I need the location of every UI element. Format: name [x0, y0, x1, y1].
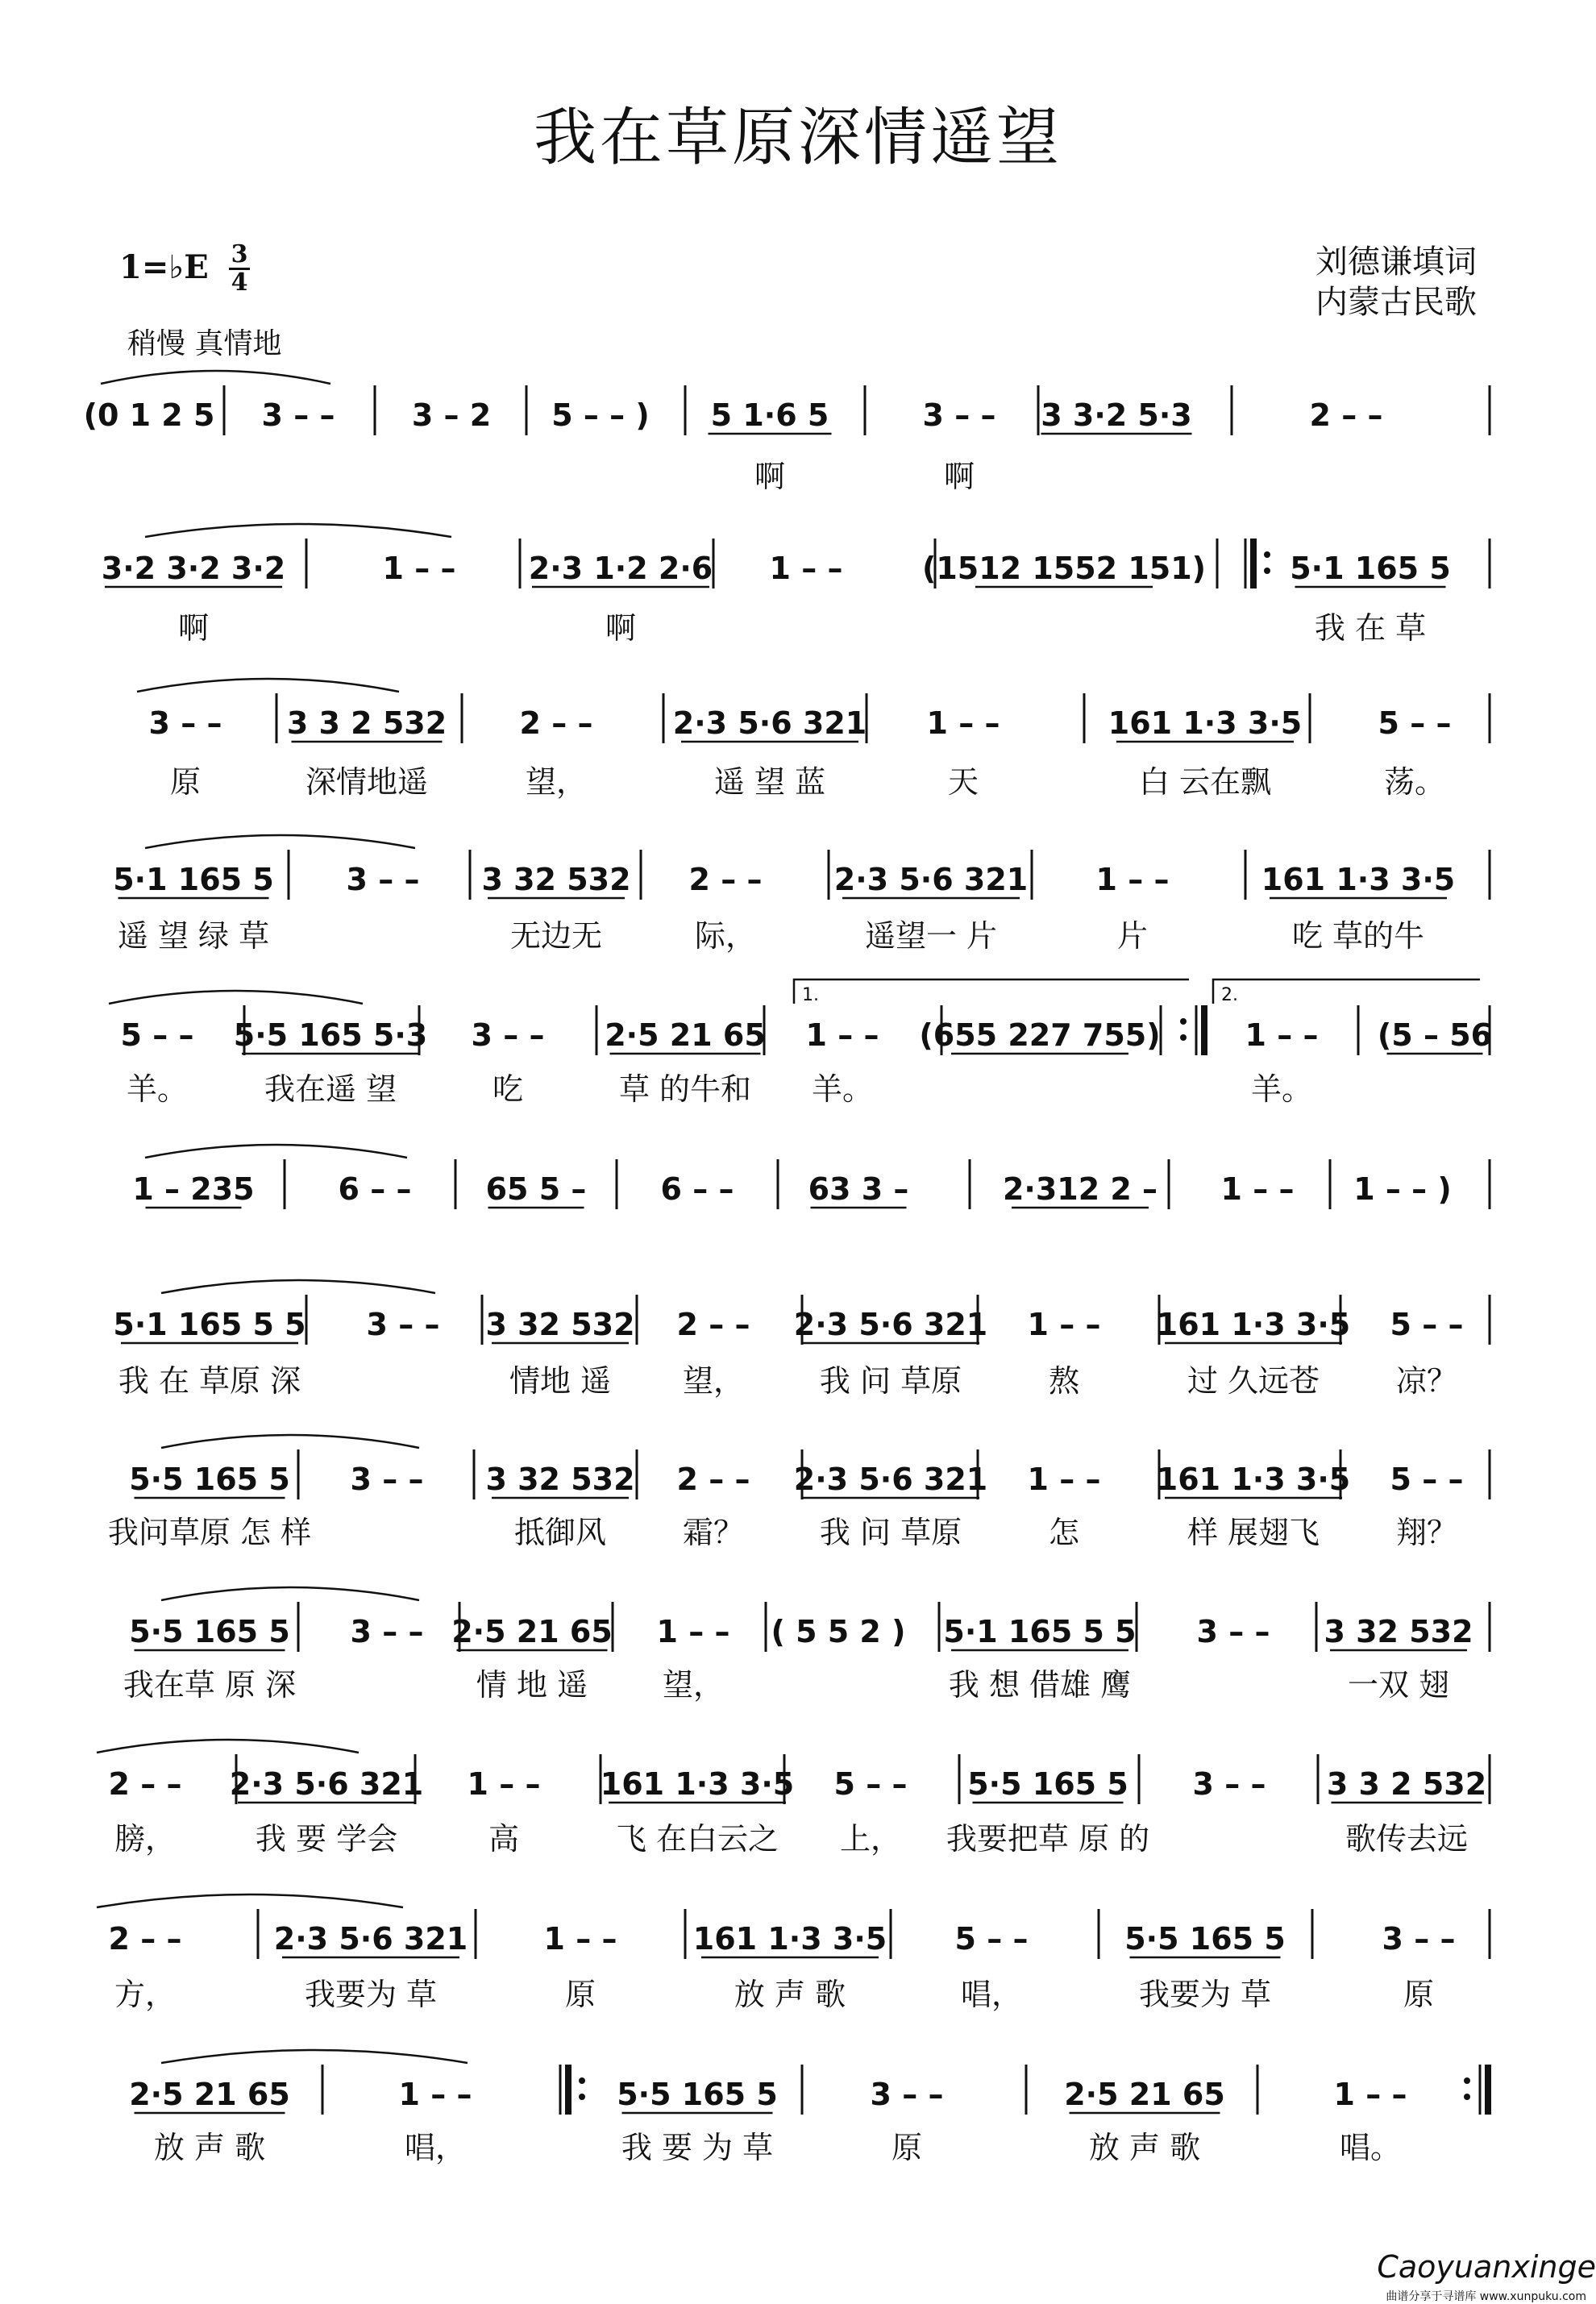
slur-arc: [161, 1587, 419, 1600]
repeat-dot: [579, 2077, 585, 2084]
lyric-text: 放 声 歌: [1088, 2130, 1201, 2165]
lyric-text: 吃 草的牛: [1291, 918, 1425, 954]
lyric-text: 情 地 遥: [476, 1667, 588, 1703]
note-group: 63 3 –: [808, 1171, 909, 1207]
volta-label-second: 2.: [1221, 985, 1238, 1005]
note-group: 3 – –: [922, 397, 996, 433]
note-group: 1 – –: [1027, 1462, 1101, 1497]
lyric-text: 我 要 为 草: [621, 2130, 774, 2165]
note-group: 6 – –: [338, 1171, 412, 1207]
note-group: 5 – – ): [551, 397, 650, 433]
repeat-dot: [579, 2094, 585, 2100]
note-group: 161 1·3 3·5: [1261, 862, 1456, 897]
note-group: 3 – –: [366, 1307, 440, 1342]
lyric-text: 膀，: [114, 1821, 177, 1857]
song-origin: 内蒙古民歌: [1315, 284, 1477, 321]
note-group: 1 – –: [769, 551, 843, 586]
note-group: 5 – –: [1378, 705, 1452, 741]
repeat-dot: [1264, 568, 1270, 574]
lyric-text: 望，: [525, 764, 588, 800]
note-group: 5 1·6 5: [710, 397, 829, 433]
note-group: 5·1 165 5 5: [943, 1614, 1137, 1649]
note-group: 3 3·2 5·3: [1041, 397, 1192, 433]
lyric-text: 我在遥 望: [264, 1071, 397, 1107]
note-group: 2·312 2 –: [1002, 1171, 1158, 1207]
note-group: 1 – –: [467, 1766, 541, 1802]
note-group: 2 – –: [108, 1766, 182, 1802]
note-group: 3 32 532: [485, 1462, 635, 1497]
lyric-text: 片: [1116, 918, 1149, 954]
lyric-text: 情地 遥: [509, 1363, 612, 1399]
lyric-text: 我 在 草: [1314, 610, 1427, 646]
lyric-text: 我要为 草: [304, 1977, 438, 2012]
note-group: 2·3 5·6 321: [229, 1766, 424, 1802]
lyric-text: 熬: [1048, 1363, 1080, 1399]
note-group: 2·5 21 65: [129, 2077, 290, 2112]
slur-arc: [145, 835, 415, 848]
lyric-text: 我在草 原 深: [123, 1667, 297, 1703]
footer-credit: 曲谱分享于寻谱库 www.xunpuku.com: [1386, 2290, 1586, 2303]
volta-bracket-first: [794, 979, 1189, 1004]
slur-arc: [161, 1280, 435, 1293]
note-group: 3 3 2 532: [286, 705, 447, 741]
note-group: 3 – –: [148, 705, 222, 741]
lyric-text: 原: [564, 1977, 596, 2012]
note-group: 1 – –: [1245, 1017, 1319, 1053]
lyric-text: 草 的牛和: [618, 1071, 752, 1107]
lyric-text: 翔？: [1395, 1515, 1458, 1550]
note-group: 3 3 2 532: [1326, 1766, 1487, 1802]
lyric-text: 我 在 草原 深: [118, 1363, 301, 1399]
lyric-text: 唱。: [1339, 2130, 1402, 2165]
key-signature: 1=♭E: [119, 248, 209, 286]
note-group: 5·5 165 5: [129, 1462, 290, 1497]
note-group: 2·3 5·6 321: [793, 1307, 988, 1342]
note-group: 3 – –: [870, 2077, 944, 2112]
lyric-text: 原: [891, 2130, 923, 2165]
slur-arc: [161, 1435, 419, 1448]
note-group: 2·3 1·2 2·6: [528, 551, 713, 586]
note-group: 3·2 3·2 3·2: [101, 551, 286, 586]
note-group: 1 – –: [656, 1614, 730, 1649]
note-group: 3 – –: [350, 1614, 424, 1649]
lyric-text: 天: [947, 764, 979, 800]
note-group: 2·3 5·6 321: [672, 705, 867, 741]
note-group: 161 1·3 3·5: [1156, 1462, 1351, 1497]
lyric-text: 样 展翅飞: [1187, 1515, 1320, 1550]
note-group: 1 – –: [382, 551, 456, 586]
note-group: 2 – –: [519, 705, 593, 741]
repeat-dot: [1464, 2094, 1470, 2100]
lyric-text: 深情地遥: [305, 764, 429, 800]
slur-arc: [161, 2050, 468, 2063]
note-group: 3 – –: [1382, 1921, 1456, 1957]
note-group: 2 – –: [688, 862, 763, 897]
lyric-text: 望，: [662, 1667, 725, 1703]
volta-bracket-second: [1213, 979, 1480, 1004]
lyric-text: 凉？: [1395, 1363, 1458, 1399]
note-group: 3 – –: [346, 862, 420, 897]
note-group: 2·5 21 65: [605, 1017, 766, 1053]
note-group: 1 – –: [398, 2077, 472, 2112]
note-group: 1 – –: [926, 705, 1000, 741]
note-group: 1 – –: [805, 1017, 879, 1053]
page-title: 我在草原深情遥望: [533, 102, 1062, 174]
time-denominator: 4: [231, 268, 248, 297]
slur-arc: [109, 991, 363, 1004]
slur-arc: [145, 524, 451, 537]
lyric-text: 方，: [114, 1977, 177, 2012]
note-group: 1 – –: [1027, 1307, 1101, 1342]
lyric-text: 原: [169, 764, 202, 800]
repeat-dot: [1180, 1018, 1187, 1025]
lyric-text: 吃: [492, 1071, 524, 1107]
note-group: 6 – –: [660, 1171, 734, 1207]
lyric-text: 我 问 草原: [819, 1515, 962, 1550]
note-group: 5 – –: [833, 1766, 908, 1802]
repeat-dot: [1264, 551, 1270, 558]
lyric-text: 遥 望 蓝: [713, 764, 826, 800]
note-group: 1 – – ): [1353, 1171, 1452, 1207]
note-group: 1 – –: [1220, 1171, 1295, 1207]
lyric-text: 过 久远苍: [1187, 1363, 1320, 1399]
note-group: 2 – –: [108, 1921, 182, 1957]
slur-arc: [145, 1145, 407, 1158]
lyric-text: 抵御风: [513, 1515, 607, 1550]
note-group: 1 – –: [1095, 862, 1170, 897]
time-numerator: 3: [231, 240, 248, 268]
note-group: 5 – –: [954, 1921, 1029, 1957]
note-group: 2·3 5·6 321: [833, 862, 1029, 897]
volta-label-first: 1.: [802, 985, 819, 1005]
lyric-text: 原: [1403, 1977, 1435, 2012]
slur-arc: [101, 371, 330, 384]
lyric-text: 高: [488, 1821, 520, 1857]
lyric-text: 我 要 学会: [255, 1821, 398, 1857]
lyric-text: 放 声 歌: [734, 1977, 846, 2012]
slur-arc: [137, 679, 399, 692]
note-group: 5·5 165 5·3: [233, 1017, 428, 1053]
note-group: 1 – 235: [132, 1171, 255, 1207]
note-group: 3 32 532: [1324, 1614, 1473, 1649]
note-group: 2·5 21 65: [451, 1614, 613, 1649]
note-group: 2·3 5·6 321: [793, 1462, 988, 1497]
note-group: 3 – –: [350, 1462, 424, 1497]
lyric-text: 无边无: [509, 918, 603, 954]
note-group: 161 1·3 3·5: [600, 1766, 795, 1802]
note-group: 161 1·3 3·5: [1156, 1307, 1351, 1342]
note-group: 161 1·3 3·5: [1108, 705, 1303, 741]
note-group: 5·5 165 5: [967, 1766, 1128, 1802]
note-group: 2 – –: [676, 1307, 750, 1342]
lyric-text: 上，: [839, 1821, 902, 1857]
lyric-text: 遥望一 片: [864, 918, 998, 954]
lyric-text: 我要把草 原 的: [946, 1821, 1150, 1857]
note-group: 3 – 2: [411, 397, 492, 433]
lyric-text: 白 云在飘: [1138, 764, 1272, 800]
note-group: 1 – –: [1333, 2077, 1407, 2112]
note-group: 3 32 532: [485, 1307, 635, 1342]
slur-arc: [97, 1894, 403, 1907]
note-group: 5·5 165 5: [1124, 1921, 1286, 1957]
note-group: 2 – –: [676, 1462, 750, 1497]
lyric-text: 际，: [694, 918, 757, 954]
lyric-text: 啊: [943, 459, 975, 494]
lyric-text: 唱，: [960, 1977, 1023, 2012]
repeat-dot: [1464, 2077, 1470, 2084]
watermark: Caoyuanxinge: [1377, 2249, 1596, 2285]
lyric-text: 我问草原 怎 样: [107, 1515, 312, 1550]
note-group: 2·5 21 65: [1064, 2077, 1225, 2112]
note-group: 3 – –: [261, 397, 335, 433]
note-group: 5 – –: [1390, 1307, 1464, 1342]
note-group: (0 1 2 5: [83, 397, 215, 433]
note-group: 65 5 –: [485, 1171, 587, 1207]
note-group: (5 – 56: [1377, 1017, 1493, 1053]
lyric-text: 望，: [682, 1363, 745, 1399]
note-group: 3 – –: [1192, 1766, 1266, 1802]
note-group: 3 32 532: [481, 862, 631, 897]
lyricist: 刘德谦填词: [1315, 243, 1477, 281]
note-group: 5·1 165 5: [113, 862, 274, 897]
tempo-marking: 稍慢 真情地: [127, 327, 282, 360]
note-group: 5·5 165 5: [617, 2077, 778, 2112]
lyric-text: 遥 望 绿 草: [117, 918, 270, 954]
lyric-text: 我要为 草: [1138, 1977, 1272, 2012]
repeat-dot: [1180, 1034, 1187, 1041]
note-group: (655 227 755): [919, 1017, 1161, 1053]
lyric-text: 飞 在白云之: [615, 1821, 779, 1857]
note-group: 1 – –: [543, 1921, 617, 1957]
note-group: (1512 1552 151): [921, 551, 1207, 586]
lyric-text: 怎: [1048, 1515, 1080, 1550]
note-group: 2 – –: [1309, 397, 1383, 433]
lyric-text: 放 声 歌: [153, 2130, 266, 2165]
lyric-text: 霜？: [682, 1515, 745, 1550]
lyric-text: 歌传去远: [1345, 1821, 1469, 1857]
lyric-text: 啊: [177, 610, 210, 646]
lyric-text: 羊。: [126, 1071, 189, 1107]
lyric-text: 一双 翅: [1347, 1667, 1450, 1703]
note-group: 161 1·3 3·5: [692, 1921, 887, 1957]
lyric-text: 唱，: [404, 2130, 467, 2165]
note-group: 5 – –: [120, 1017, 194, 1053]
lyric-text: 啊: [754, 459, 786, 494]
lyric-text: 我 问 草原: [819, 1363, 962, 1399]
note-group: 5·5 165 5: [129, 1614, 290, 1649]
lyric-text: 羊。: [1250, 1071, 1313, 1107]
note-group: 5·1 165 5: [1290, 551, 1451, 586]
slur-arc: [97, 1740, 359, 1753]
lyric-text: 荡。: [1383, 764, 1446, 800]
note-group: 3 – –: [471, 1017, 545, 1053]
lyric-text: 我 想 借雄 鹰: [948, 1667, 1132, 1703]
note-group: 5 – –: [1390, 1462, 1464, 1497]
lyric-text: 羊。: [811, 1071, 874, 1107]
note-group: 5·1 165 5 5: [113, 1307, 306, 1342]
lyric-text: 啊: [605, 610, 637, 646]
note-group: 2·3 5·6 321: [273, 1921, 468, 1957]
note-group: ( 5 5 2 ): [771, 1614, 906, 1649]
note-group: 3 – –: [1196, 1614, 1270, 1649]
